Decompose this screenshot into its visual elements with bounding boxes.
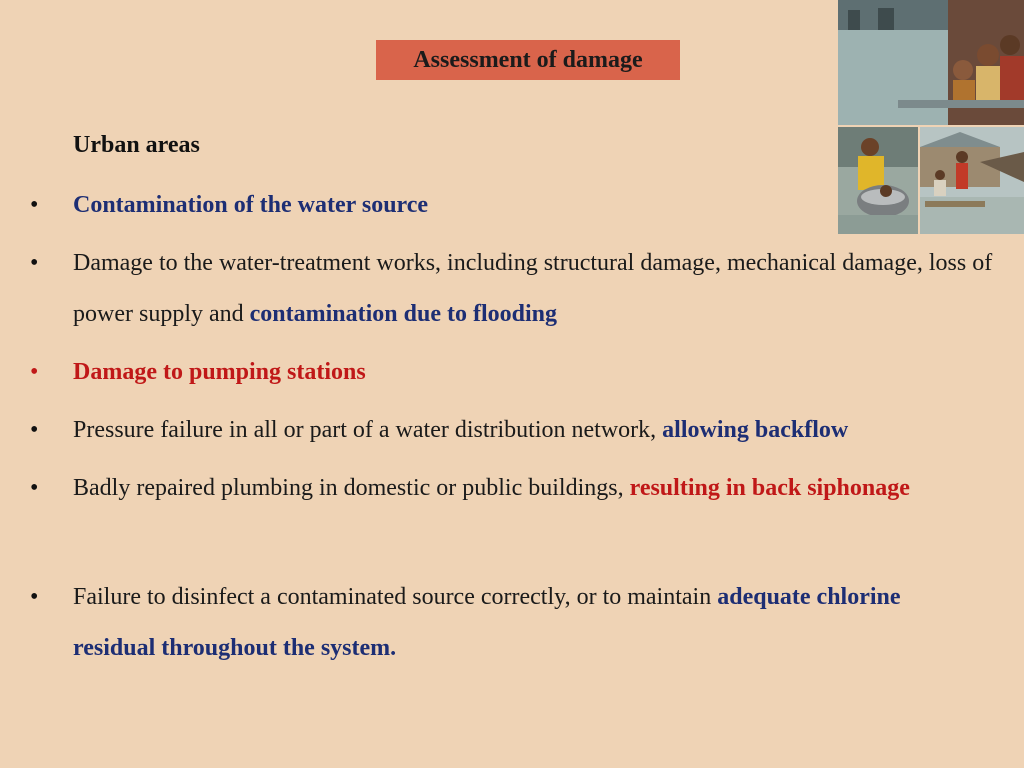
bullet-dot: •	[30, 417, 39, 443]
bullet-dot: •	[30, 359, 39, 385]
bullet-highlight: Contamination of the water source	[73, 192, 429, 218]
bullet-dot: •	[30, 475, 39, 501]
bullet-highlight: Damage to pumping stations	[73, 359, 366, 385]
bullet-text: Damage to the water-treatment works, including structural damage, mechanical damage, loss of power supply and	[73, 250, 993, 327]
bullet-text: Failure to disinfect a contaminated source correctly, or to maintain	[73, 584, 718, 610]
bullet-highlight: contamination due to flooding	[249, 301, 558, 327]
bullet-text: Badly repaired plumbing in domestic or public buildings,	[73, 475, 630, 501]
bullet-highlight: adequate chlorine residual throughout the system.	[73, 584, 901, 661]
bullet-highlight: resulting in back siphonage	[629, 475, 910, 501]
slide-title-text: Assessment of damage	[413, 46, 643, 73]
slide-title	[376, 40, 680, 80]
bullet-dot: •	[30, 584, 39, 610]
bullet-dot: •	[30, 250, 39, 276]
bullet-text: Pressure failure in all or part of a water distribution network,	[73, 417, 663, 443]
bullet-dot: •	[30, 192, 39, 218]
subheading: Urban areas	[73, 132, 200, 158]
bullet-highlight: allowing backflow	[662, 417, 849, 443]
flood-photo-top	[838, 0, 1024, 125]
